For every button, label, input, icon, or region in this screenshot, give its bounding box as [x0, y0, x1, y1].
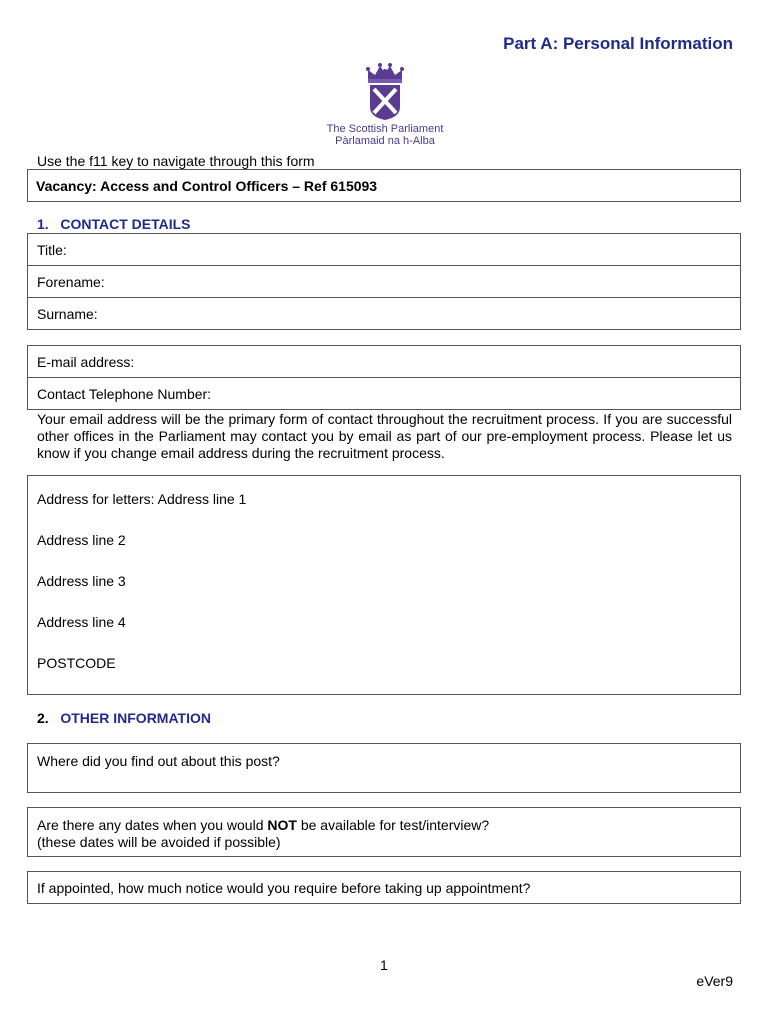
address-line-1-label: Address for letters: Address line 1	[37, 491, 247, 507]
vacancy-box: Vacancy: Access and Control Officers – Ref 615093	[27, 169, 741, 202]
parliament-name-gaelic: Pàrlamaid na h-Alba	[335, 135, 435, 147]
unavailable-dates-field[interactable]	[27, 807, 741, 857]
notice-period-field[interactable]	[27, 871, 741, 904]
surname-field[interactable]	[27, 297, 741, 330]
unavailable-dates-subnote: (these dates will be avoided if possible)	[37, 834, 281, 850]
phone-label: Contact Telephone Number:	[37, 386, 212, 402]
unavailable-dates-question	[37, 817, 740, 834]
title-label: Title:	[37, 242, 67, 258]
section-1-number: 1.	[37, 216, 49, 232]
notice-period-question: If appointed, how much notice would you require before taking up appointment?	[37, 880, 531, 896]
phone-field[interactable]	[27, 377, 741, 410]
parliament-name	[322, 123, 448, 147]
email-contact-note: Your email address will be the primary form of contact throughout the recruitment process. If you are successful other offices in the Parliament may contact you by email as part of our pre-employment process. Please let us know if you change email address during the recruitment process.	[37, 411, 732, 461]
email-field[interactable]	[27, 345, 741, 378]
page-title: Part A: Personal Information	[503, 34, 733, 53]
parliament-name-english: The Scottish Parliament	[326, 123, 444, 135]
address-line-2-label: Address line 2	[37, 532, 126, 548]
email-label: E-mail address:	[37, 354, 135, 370]
address-line-4-label: Address line 4	[37, 614, 126, 630]
postcode-label: POSTCODE	[37, 655, 116, 671]
page-number: 1	[380, 957, 388, 973]
navigation-hint: Use the f11 key to navigate through this form	[37, 153, 315, 169]
section-1-heading	[37, 216, 191, 232]
address-line-3-label: Address line 3	[37, 573, 126, 589]
forename-field[interactable]	[27, 265, 741, 298]
forename-label: Forename:	[37, 274, 105, 290]
find-out-question: Where did you find out about this post?	[37, 753, 280, 769]
section-2-number: 2.	[37, 710, 49, 726]
section-2-title: OTHER INFORMATION	[60, 710, 211, 726]
unavailable-dates-emphasis: NOT	[267, 817, 297, 833]
unavailable-dates-question-end: be available for test/interview?	[296, 817, 490, 833]
section-2-heading	[37, 710, 211, 726]
unavailable-dates-question-start: Are there any dates when you would	[37, 817, 268, 833]
scottish-parliament-crest-icon	[362, 62, 408, 122]
find-out-field[interactable]	[27, 743, 741, 793]
form-version: eVer9	[696, 973, 733, 989]
surname-label: Surname:	[37, 306, 98, 322]
section-1-title: CONTACT DETAILS	[60, 216, 191, 232]
title-field[interactable]	[27, 233, 741, 266]
address-field[interactable]	[27, 475, 741, 695]
